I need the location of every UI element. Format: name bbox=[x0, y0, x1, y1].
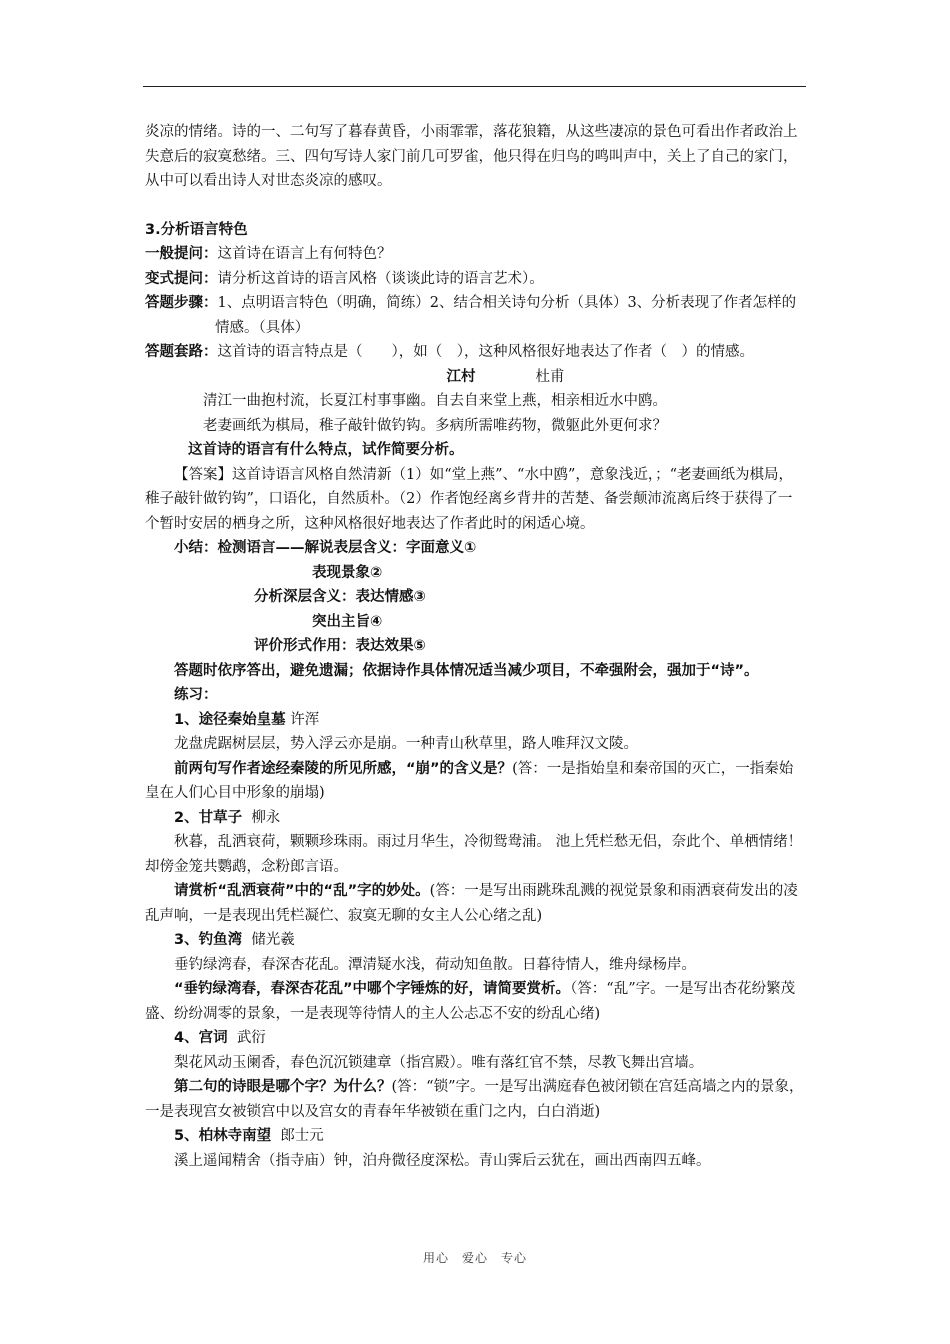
summary-line-1: 小结：检测语言——解说表层含义：字面意义① bbox=[174, 540, 477, 556]
poem-line-2: 老妻画纸为棋局，稚子敲针做钓钩。多病所需唯药物，微躯此外更何求？ bbox=[203, 417, 667, 434]
summary-line-4: 突出主旨④ bbox=[312, 613, 383, 630]
answer-formula-text: 这首诗的语言特点是（ ），如（ ），这种风格很好地表达了作者（ ）的情感。 bbox=[217, 344, 754, 360]
practice-qa-3 bbox=[145, 977, 806, 1026]
summary-line-5: 评价形式作用：表达效果⑤ bbox=[254, 638, 426, 654]
summary-note: 答题时依序答出，避免遗漏；依据诗作具体情况适当减少项目，不牵强附会，强加于“诗”。 bbox=[174, 662, 759, 679]
practice-title-5 bbox=[145, 1124, 806, 1149]
practice-poem-title: 4、宫词 bbox=[174, 1030, 228, 1046]
practice-qa-4 bbox=[145, 1075, 806, 1124]
poem-line-1: 清江一曲抱村流，长夏江村事事幽。自去自来堂上燕，相亲相近水中鸥。 bbox=[203, 393, 667, 409]
practice-poem-4: 梨花风动玉阑香，春色沉沉锁建章（指宫殿）。唯有落红官不禁，尽教飞舞出宫墙。 bbox=[174, 1054, 704, 1071]
spacer bbox=[145, 194, 806, 218]
practice-answer: (答：“锁”字。一是写出满庭春色被闭锁在宫廷高墙之内的景象，一是表现宫女被锁宫中以及宫女的青春年华被锁在重门之内，白白消逝) bbox=[145, 1079, 804, 1120]
practice-title-1 bbox=[145, 708, 806, 733]
answer-steps bbox=[145, 291, 806, 340]
document-body bbox=[145, 120, 806, 1173]
practice-poem-title: 1、途径秦始皇墓 bbox=[174, 711, 286, 728]
practice-poem-3: 垂钓绿湾春，春深杏花乱。潭清疑水浅，荷动知鱼散。日暮待情人，维舟绿杨岸。 bbox=[174, 956, 696, 973]
variant-question bbox=[145, 267, 806, 292]
section-heading: 3.分析语言特色 bbox=[145, 221, 248, 238]
practice-poem-author: 柳永 bbox=[251, 809, 281, 826]
general-question-label: 一般提问： bbox=[145, 246, 218, 262]
practice-poem-2: 秋暮，乱洒衰荷，颗颗珍珠雨。雨过月华生，冷彻鸳鸯浦。 池上凭栏愁无侣，奈此个、单栖情绪！却傍金笼共鹦鹉，念粉郎言语。 bbox=[145, 834, 803, 875]
summary-line-2: 表现景象② bbox=[312, 564, 383, 581]
practice-poem-5: 溪上遥闻精舍（指寺庙）钟，泊舟微径度深松。青山霁后云犹在，画出西南四五峰。 bbox=[174, 1152, 711, 1169]
answer-formula bbox=[145, 340, 806, 365]
answer-steps-label: 答题步骤： bbox=[145, 295, 218, 311]
variant-question-text: 请分析这首诗的语言风格（谈谈此诗的语言艺术）。 bbox=[217, 270, 544, 287]
practice-title-2 bbox=[145, 806, 806, 831]
practice-answer: （答：“乱”字。一是写出杏花纷繁茂盛、纷纷凋零的景象，一是表现等待情人的主人公忐忑不安的纷乱心绪) bbox=[145, 981, 796, 1022]
general-question bbox=[145, 242, 806, 267]
practice-title-4 bbox=[145, 1026, 806, 1051]
practice-qa-2 bbox=[145, 879, 806, 928]
practice-poem-author: 储光羲 bbox=[251, 932, 295, 948]
variant-question-label: 变式提问： bbox=[145, 270, 218, 287]
poem-author: 杜甫 bbox=[535, 368, 565, 385]
practice-poem-author: 许浑 bbox=[290, 711, 320, 728]
practice-title-3 bbox=[145, 928, 806, 953]
practice-question: 第二句的诗眼是哪个字？为什么？ bbox=[174, 1079, 392, 1095]
practice-poem-title: 5、柏林寺南望 bbox=[174, 1128, 272, 1144]
page-footer: 用心 爱心 专心 bbox=[422, 1251, 527, 1265]
practice-answer: (答：一是写出雨跳珠乱溅的视觉景象和雨洒衰荷发出的凌乱声响，一是表现出凭栏凝伫、寂寞无聊的女主人公心绪之乱) bbox=[145, 883, 798, 924]
intro-paragraph: 炎凉的情绪。诗的一、二句写了暮春黄昏，小雨霏霏，落花狼籍，从这些凄凉的景色可看出作者政治上失意后的寂寞愁绪。三、四句写诗人家门前几可罗雀，他只得在归鸟的鸣叫声中，关上了自己的家门，从中可以看出诗人对世态炎凉的感叹。 bbox=[145, 124, 798, 189]
poem-question: 这首诗的语言有什么特点，试作简要分析。 bbox=[188, 442, 464, 458]
practice-question: 前两句写作者途经秦陵的所见所感，“崩”的含义是？ bbox=[174, 760, 513, 777]
practice-poem-title: 3、钓鱼湾 bbox=[174, 932, 243, 948]
practice-poem-author: 郎士元 bbox=[280, 1128, 324, 1144]
practice-poem-1: 龙盘虎踞树层层，势入浮云亦是崩。一种青山秋草里，路人唯拜汉文陵。 bbox=[174, 736, 638, 752]
practice-question: “垂钓绿湾春，春深杏花乱”中哪个字锤炼的好，请简要赏析。 bbox=[174, 981, 571, 997]
general-question-text: 这首诗在语言上有何特色？ bbox=[217, 246, 392, 262]
answer-steps-text: 1、点明语言特色（明确，简练）2、结合相关诗句分析（具体）3、分析表现了作者怎样的情感。（具体） bbox=[215, 295, 797, 336]
poem-answer: 【答案】这首诗语言风格自然清新（1）如“堂上燕”、“水中鸥”，意象浅近，；“老妻画纸为棋局，稚子敲针做钓钩”，口语化，自然质朴。（2）作者饱经离乡背井的苦楚、备尝颠沛流离后终于获得了一个暂时安居的栖身之所，这种风格很好地表达了作者此时的闲适心境。 bbox=[145, 466, 794, 532]
header-rule bbox=[143, 86, 806, 87]
practice-poem-title: 2、甘草子 bbox=[174, 809, 243, 826]
poem-title: 江村 bbox=[446, 368, 476, 385]
practice-poem-author: 武衍 bbox=[236, 1030, 266, 1046]
practice-label: 练习： bbox=[174, 687, 218, 703]
summary-line-3: 分析深层含义：表达情感③ bbox=[254, 589, 426, 605]
practice-answer: (答：一是指始皇和秦帝国的灭亡，一指秦始皇在人们心目中形象的崩塌) bbox=[145, 760, 794, 801]
practice-qa-1 bbox=[145, 757, 806, 806]
poem-heading bbox=[145, 365, 806, 390]
practice-question: 请赏析“乱洒衰荷”中的“乱”字的妙处。 bbox=[174, 883, 430, 899]
answer-formula-label: 答题套路： bbox=[145, 344, 218, 360]
